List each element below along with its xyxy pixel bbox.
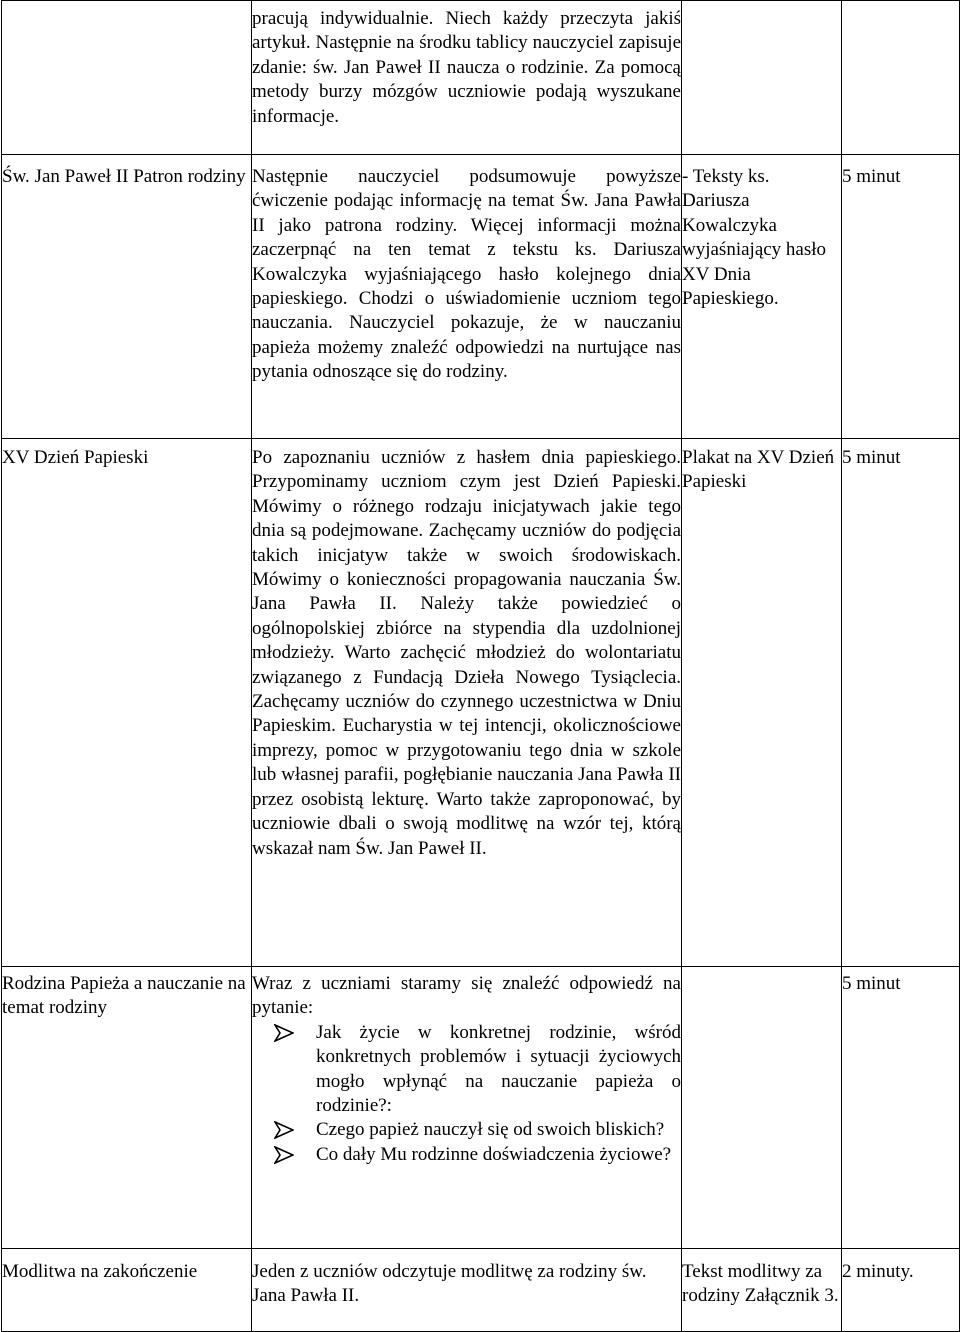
lesson-plan-table <box>1 0 960 1332</box>
materials-cell: Plakat na XV Dzień Papieski <box>682 439 842 967</box>
materials-cell <box>682 1 842 155</box>
topic-cell: XV Dzień Papieski <box>2 439 252 967</box>
materials-cell: Tekst modlitwy za rodziny Załącznik 3. <box>682 1249 842 1332</box>
time-cell: 5 minut <box>842 155 960 439</box>
table-row <box>2 439 960 967</box>
description-cell <box>252 1249 682 1332</box>
question-text: Jak życie w konkretnej rodzinie, wśród konkretnych problemów i sytuacji życiowych mogło wpłynąć na nauczanie papieża o rodzinie?: <box>316 1021 681 1117</box>
topic-cell: Modlitwa na zakończenie <box>2 1249 252 1332</box>
table-row <box>2 1249 960 1332</box>
question-text: Czego papież nauczył się od swoich bliskich? <box>316 1119 665 1141</box>
list-item <box>252 1143 681 1167</box>
table-row <box>2 1 960 155</box>
description-cell <box>252 155 682 439</box>
table-row <box>2 155 960 439</box>
arrowhead-bullet-icon <box>274 1146 294 1164</box>
time-cell <box>842 1 960 155</box>
description-paragraph: Wraz z uczniami staramy się znaleźć odpowiedź na pytanie: <box>252 973 681 1019</box>
description-paragraph: Po zapoznaniu uczniów z hasłem dnia papieskiego. Przypominamy uczniom czym jest Dzień Papieski. Mówimy o różnego rodzaju inicjatywach jakie tego dnia są podejmowane. Zachęcamy uczniów do podjęcia takich inicjatyw także w swoich środowiskach. Mówimy o konieczności propagowania nauczania Św. Jana Pawła II. Należy także powiedzieć o ogólnopolskiej zbiórce na stypendia dla uzdolnionej młodzieży. Warto zachęcić młodzież do wolontariatu związanego z Fundacją Dzieła Nowego Tysiąclecia. Zachęcamy uczniów do czynnego uczestnictwa w Dniu Papieskim. Eucharystia w tej intencji, okolicznościowe imprezy, pomoc w przygotowaniu tego dnia w szkole lub własnej parafii, pogłębianie nauczania Jana Pawła II przez osobistą lekturę. Warto także zaproponować, by uczniowie dbali o swoją modlitwę na wzór tej, którą wskazał nam Św. Jan Paweł II. <box>252 447 681 859</box>
description-paragraph: Następnie nauczyciel podsumowuje powyższe ćwiczenie podając informację na temat Św. Jana Pawła II jako patrona rodziny. Więcej informacji można zaczerpnąć na ten temat z tekstu ks. Dariusza Kowalczyka wyjaśniającego hasło kolejnego dnia papieskiego. Chodzi o uświadomienie uczniom tego nauczania. Nauczyciel pokazuje, że w nauczaniu papieża możemy znaleźć odpowiedzi na nurtujące nas pytania odnoszące się do rodziny. <box>252 166 681 383</box>
materials-cell <box>682 967 842 1249</box>
time-cell: 5 minut <box>842 967 960 1249</box>
list-item <box>252 1118 681 1142</box>
topic-cell <box>2 1 252 155</box>
description-paragraph: pracują indywidualnie. Niech każdy przeczyta jakiś artykuł. Następnie na środku tablicy nauczyciel zapisuje zdanie: św. Jan Paweł II naucza o rodzinie. Za pomocą metody burzy mózgów uczniowie podają wyszukane informacje. <box>252 8 681 127</box>
topic-cell: Rodzina Papieża a nauczanie na temat rodziny <box>2 967 252 1249</box>
question-list <box>252 1021 681 1167</box>
table-row <box>2 967 960 1249</box>
materials-cell: - Teksty ks. Dariusza Kowalczyka wyjaśniający hasło XV Dnia Papieskiego. <box>682 155 842 439</box>
description-cell <box>252 439 682 967</box>
description-cell <box>252 1 682 155</box>
list-item <box>252 1021 681 1119</box>
description-cell <box>252 967 682 1249</box>
description-paragraph: Jeden z uczniów odczytuje modlitwę za rodziny św. Jana Pawła II. <box>252 1261 647 1307</box>
question-text: Co dały Mu rodzinne doświadczenia życiowe? <box>316 1143 672 1165</box>
topic-cell: Św. Jan Paweł II Patron rodziny <box>2 155 252 439</box>
time-cell: 5 minut <box>842 439 960 967</box>
arrowhead-bullet-icon <box>274 1024 294 1042</box>
time-cell: 2 minuty. <box>842 1249 960 1332</box>
arrowhead-bullet-icon <box>274 1121 294 1139</box>
